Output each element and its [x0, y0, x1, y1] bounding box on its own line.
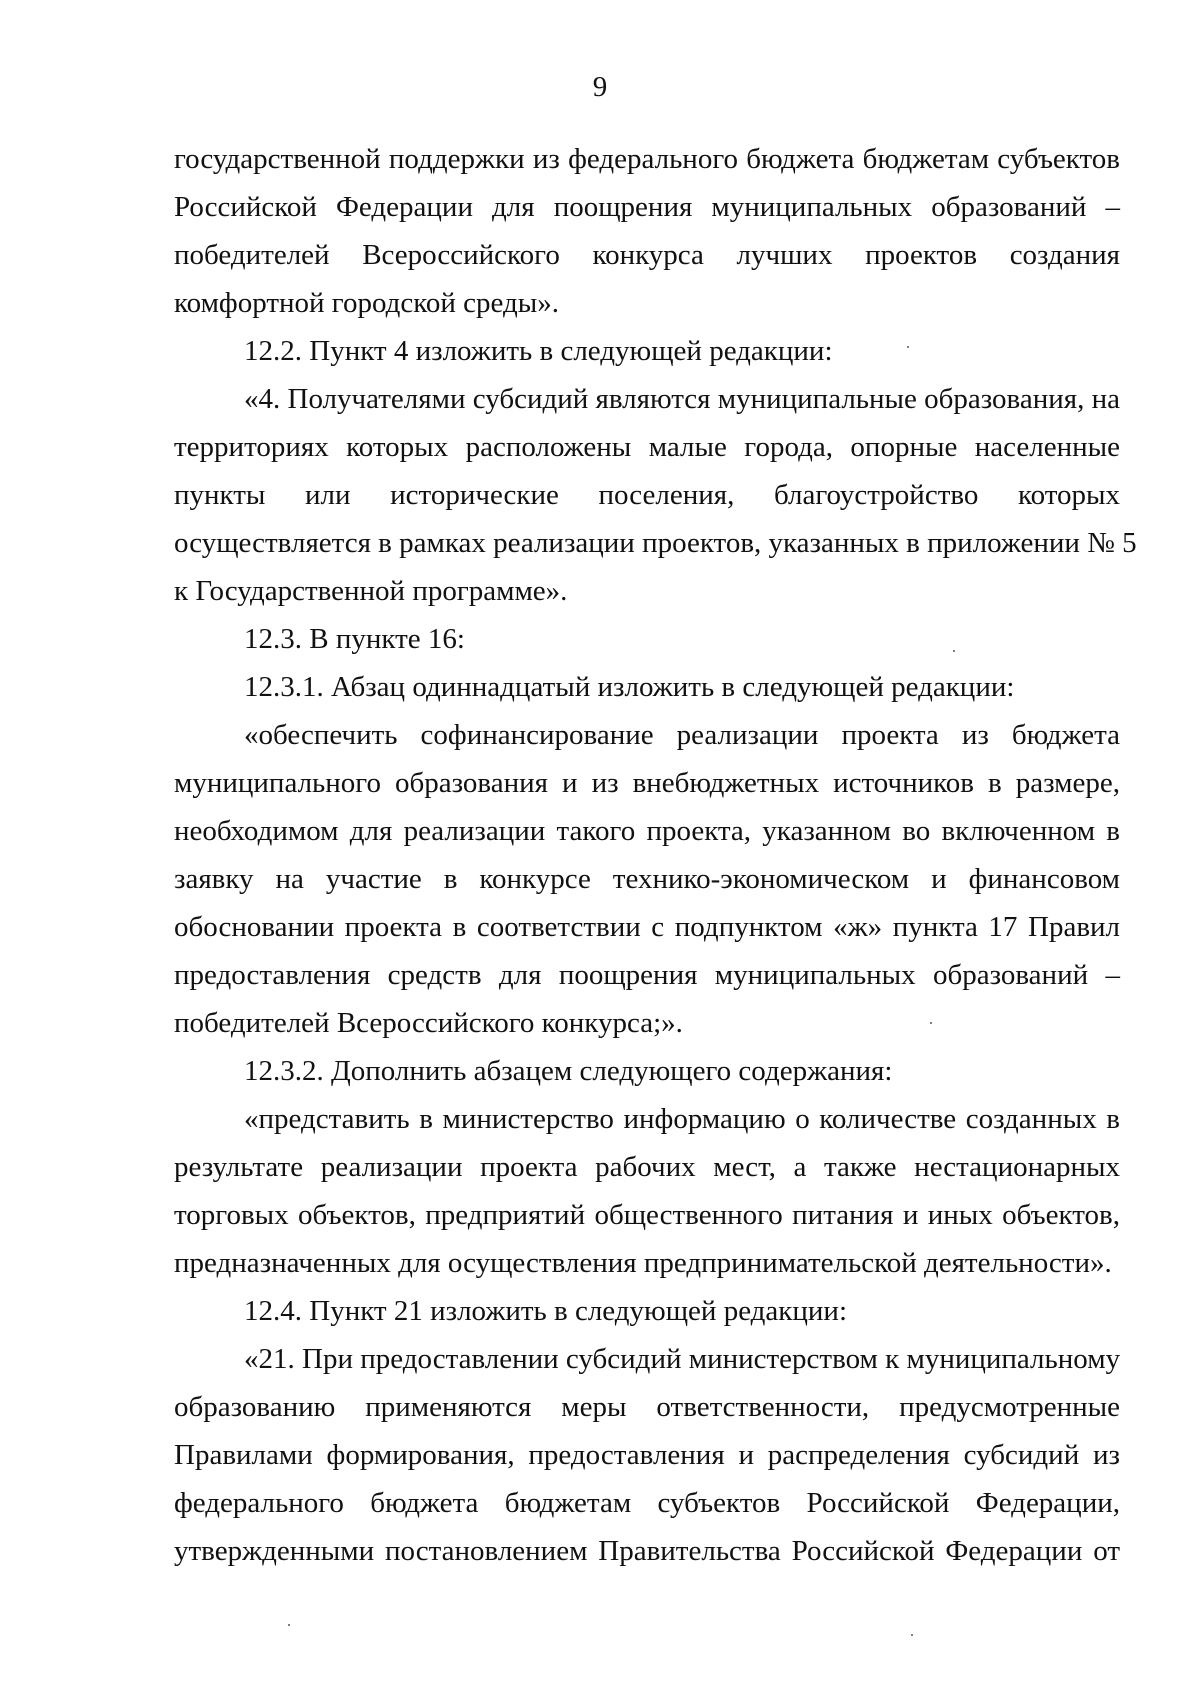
text-line: Правилами формирования, предоставления и распределения субсидий из: [174, 1439, 1120, 1471]
scan-speck: [930, 1022, 932, 1024]
paragraph-12-4-text: [174, 1335, 1120, 1575]
text-line: 12.4. Пункт 21 изложить в следующей редакции:: [244, 1295, 848, 1327]
paragraph-12-2-text: [174, 375, 1137, 615]
text-line: государственной поддержки из федерального бюджета бюджетам субъектов: [174, 143, 1120, 175]
text-line: победителей Всероссийского конкурса лучших проектов создания: [174, 239, 1120, 271]
text-line: «21. При предоставлении субсидий министерством к муниципальному: [244, 1343, 1121, 1375]
text-line: федерального бюджета бюджетам субъектов Российской Федерации,: [174, 1487, 1120, 1519]
document-body: [174, 135, 1137, 1575]
text-line: пункты или исторические поселения, благоустройство которых: [174, 479, 1120, 511]
paragraph-continuation: [174, 135, 1120, 327]
text-line: результате реализации проекта рабочих мест, а также нестационарных: [174, 1151, 1120, 1183]
text-line: территориях которых расположены малые города, опорные населенные: [174, 431, 1120, 463]
text-line: утвержденными постановлением Правительства Российской Федерации от: [174, 1535, 1120, 1567]
text-line: победителей Всероссийского конкурса;».: [174, 1007, 683, 1039]
scan-speck: [907, 346, 909, 348]
text-line: 12.3. В пункте 16:: [244, 623, 465, 655]
paragraph-12-3-2: [174, 1047, 1120, 1095]
page-number: 9: [592, 71, 608, 103]
text-line: осуществляется в рамках реализации проектов, указанных в приложении № 5: [174, 527, 1137, 559]
text-line: 12.2. Пункт 4 изложить в следующей редакции:: [244, 335, 833, 367]
text-line: «4. Получателями субсидий являются муниципальные образования, на: [244, 383, 1121, 415]
paragraph-12-2: [174, 327, 1120, 375]
text-line: Российской Федерации для поощрения муниципальных образований –: [174, 191, 1120, 223]
text-line: торговых объектов, предприятий общественного питания и иных объектов,: [174, 1199, 1120, 1231]
scan-speck: [288, 1624, 290, 1626]
text-line: к Государственной программе».: [174, 575, 568, 607]
text-line: предназначенных для осуществления предпринимательской деятельности».: [174, 1247, 1112, 1279]
text-line: 12.3.2. Дополнить абзацем следующего содержания:: [244, 1055, 893, 1087]
text-line: образованию применяются меры ответственности, предусмотренные: [174, 1391, 1120, 1423]
scan-speck: [911, 1634, 913, 1636]
paragraph-12-3: [174, 615, 1120, 663]
text-line: обосновании проекта в соответствии с подпунктом «ж» пункта 17 Правил: [174, 911, 1120, 943]
text-line: «представить в министерство информацию о количестве созданных в: [244, 1103, 1120, 1135]
text-line: 12.3.1. Абзац одиннадцатый изложить в следующей редакции:: [244, 671, 1015, 703]
paragraph-12-3-1-text: [174, 711, 1120, 1047]
text-line: заявку на участие в конкурсе технико-экономическом и финансовом: [174, 863, 1120, 895]
text-line: «обеспечить софинансирование реализации проекта из бюджета: [244, 719, 1120, 751]
paragraph-12-3-1: [174, 663, 1120, 711]
text-line: муниципального образования и из внебюджетных источников в размере,: [174, 767, 1120, 799]
text-line: комфортной городской среды».: [174, 287, 559, 319]
paragraph-12-3-2-text: [174, 1095, 1120, 1287]
text-line: необходимом для реализации такого проекта, указанном во включенном в: [174, 815, 1120, 847]
paragraph-12-4: [174, 1287, 1120, 1335]
text-line: предоставления средств для поощрения муниципальных образований –: [174, 959, 1120, 991]
scan-speck: [953, 650, 955, 652]
